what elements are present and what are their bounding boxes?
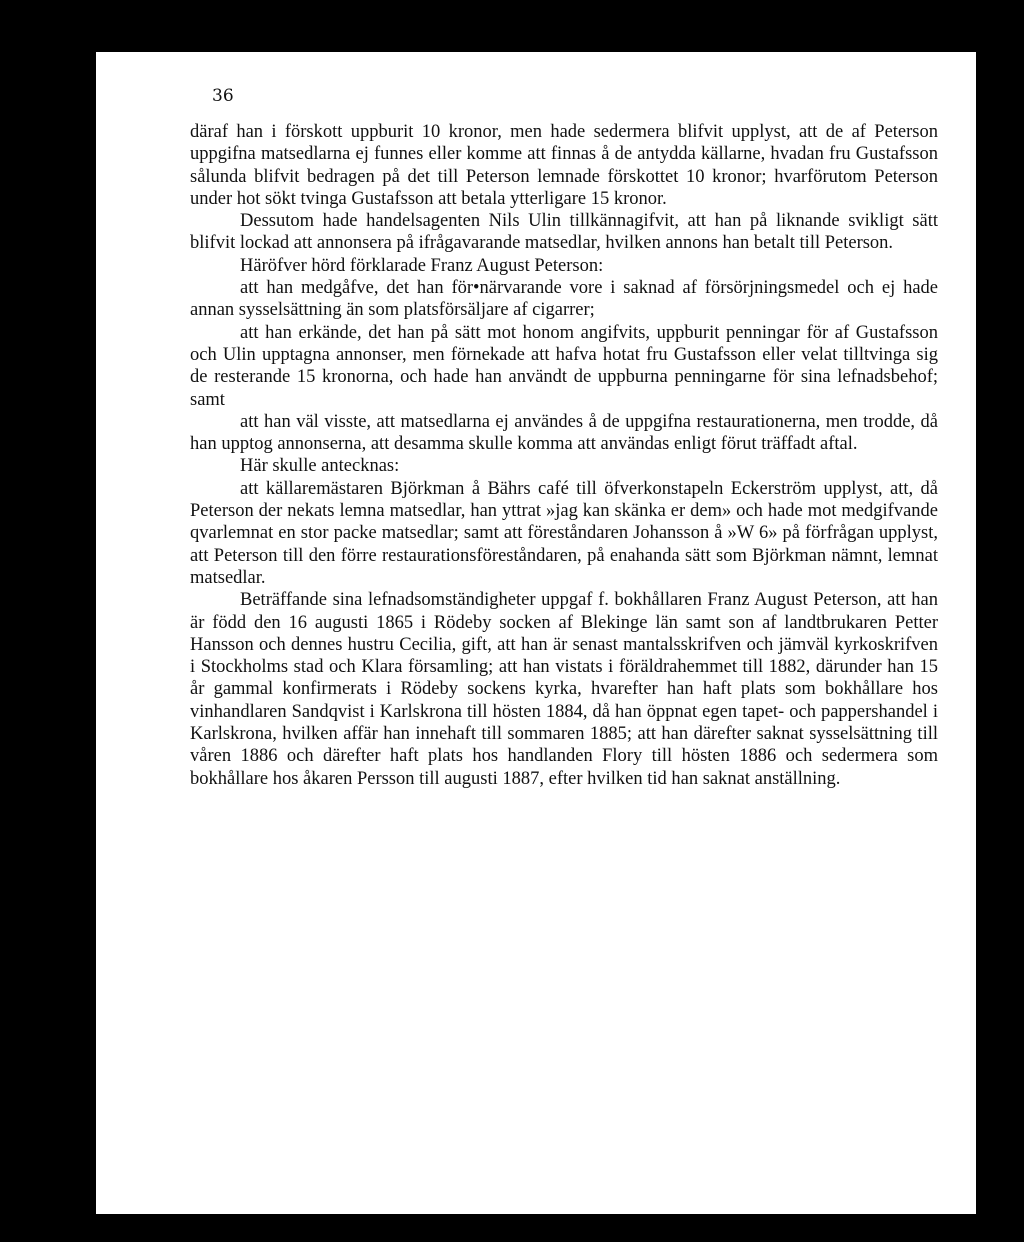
body-text (190, 121, 938, 790)
paragraph-6: att han väl visste, att matsedlarna ej användes å de uppgifna restaurationerna, men trodde, då han upptog annonserna, att desamma skulle komma att användas enligt förut träffadt aftal. (190, 411, 938, 455)
paragraph-8: att källaremästaren Björkman å Bährs café till öfverkonstapeln Eckerström upplyst, att, då Peterson der nekats lemna matsedlar, han yttrat »jag kan skänka er dem» och hade mot medgifvande qvarlemnat en stor packe matsedlar; samt att föreståndaren Johansson å »W 6» på förfrågan upplyst, att Peterson till den förre restaurationsföreståndaren, på enahanda sätt som Björkman nämnt, lemnat matsedlar. (190, 478, 938, 588)
paragraph-5: att han erkände, det han på sätt mot honom angifvits, uppburit penningar för af Gustafsson och Ulin upptagna annonser, men förnekade att hafva hotat fru Gustafsson eller velat tilltvinga sig de resterande 15 kronorna, och hade han användt de uppburna penningarne för sina lefnadsbehof; samt (190, 322, 938, 410)
paragraph-1: däraf han i förskott uppburit 10 kronor, men hade sedermera blifvit upplyst, att de af Peterson uppgifna matsedlarna ej funnes eller komme att finnas å de antydda källarne, hvadan fru Gustafsson sålunda blifvit bedragen på det till Peterson lemnade förskottet 10 kronor; hvarförutom Peterson under hot sökt tvinga Gustafsson att betala ytterligare 15 kronor. (190, 122, 938, 209)
paragraph-9: Beträffande sina lefnadsomständigheter uppgaf f. bokhållaren Franz August Peterson, att han är född den 16 augusti 1865 i Rödeby socken af Blekinge län samt son af landtbrukaren Petter Hansson och dennes hustru Cecilia, gift, att han är senast mantalsskrifven och jämväl kyrkoskrifven i Stockholms stad och Klara församling; att han vistats i föräldrahemmet till 1882, därunder han 15 år gammal konfirmerats i Rödeby sockens kyrka, hvarefter han haft plats som bokhållare hos vinhandlaren Sandqvist i Karlskrona till hösten 1884, då han öppnat egen tapet- och pappershandel i Karlskrona, hvilken affär han innehaft till sommaren 1885; att han därefter saknat sysselsättning till våren 1886 och därefter haft plats hos handlanden Flory till hösten 1886 och sedermera som bokhållare hos åkaren Persson till augusti 1887, efter hvilken tid han saknat anställning. (190, 590, 938, 789)
paragraph-7: Här skulle antecknas: (240, 456, 400, 477)
page-number: 36 (212, 86, 234, 106)
paragraph-3: Häröfver hörd förklarade Franz August Peterson: (240, 255, 604, 276)
paragraph-2: Dessutom hade handelsagenten Nils Ulin tillkännagifvit, att han på liknande svikligt sätt blifvit lockad att annonsera på ifrågavarande matsedlar, hvilken annons han betalt till Peterson. (190, 211, 938, 254)
paragraph-4: att han medgåfve, det han för•närvarande vore i saknad af försörjningsmedel och ej hade annan sysselsättning än som platsförsäljare af cigarrer; (190, 278, 938, 321)
